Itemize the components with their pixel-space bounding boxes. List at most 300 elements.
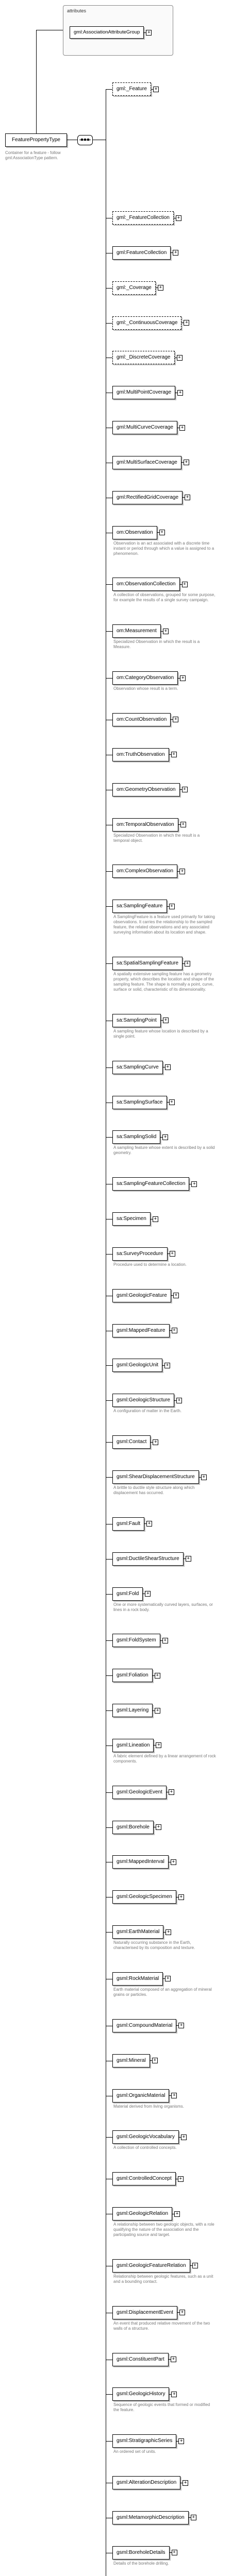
element-row (112, 1786, 229, 1799)
element-box[interactable]: gsml:Fold (112, 1587, 143, 1601)
expand-icon[interactable]: + (179, 869, 185, 874)
list-item (112, 748, 229, 761)
connector (106, 1827, 112, 1828)
list-item (112, 1669, 229, 1682)
element-box[interactable]: gsml:ControlledConcept (112, 2172, 176, 2185)
expand-icon[interactable]: + (180, 675, 186, 681)
list-item (112, 1517, 229, 1531)
element-row (112, 1552, 229, 1566)
element-row (112, 1061, 229, 1074)
list-item (112, 1177, 229, 1191)
element-box[interactable]: sa:SpatialSamplingFeature (112, 957, 183, 970)
element-row (112, 2207, 229, 2221)
element-row (112, 2089, 229, 2103)
list-item (112, 1212, 229, 1226)
expand-icon[interactable]: + (181, 2134, 187, 2140)
connector (106, 323, 112, 324)
connector (106, 678, 112, 679)
list-item (112, 2019, 229, 2032)
list-item (112, 624, 229, 650)
expand-icon[interactable]: + (184, 460, 189, 465)
element-box[interactable]: gml:_DiscreteCoverage (112, 351, 175, 364)
element-row (112, 1470, 229, 1484)
expand-icon[interactable]: + (184, 320, 189, 326)
list-item (112, 2476, 229, 2489)
element-row (112, 1972, 229, 1986)
expand-icon[interactable]: + (169, 1789, 174, 1795)
element-box[interactable]: gsml:StratigraphicSeries (112, 2434, 176, 2448)
element-row (112, 386, 229, 399)
expand-icon[interactable]: + (146, 1521, 152, 1527)
connector (106, 1710, 112, 1711)
list-item (112, 281, 229, 295)
element-row (112, 1289, 229, 1302)
expand-icon[interactable]: + (178, 2176, 184, 2182)
element-box[interactable]: gsml:Fault (112, 1517, 144, 1531)
expand-icon[interactable]: + (152, 2058, 158, 2063)
connector (106, 1067, 112, 1068)
connector (106, 1640, 112, 1641)
expand-icon[interactable]: + (171, 2392, 177, 2397)
connector (106, 2137, 112, 2138)
list-item (112, 2259, 229, 2284)
element-row (112, 865, 229, 878)
expand-icon[interactable]: + (173, 1293, 179, 1298)
list-item (112, 1014, 229, 1039)
element-row (112, 2306, 229, 2319)
element-row (112, 1821, 229, 1834)
element-row (112, 957, 229, 970)
element-row (112, 1212, 229, 1226)
expand-icon[interactable]: + (145, 1591, 151, 1597)
element-box[interactable]: gsml:EarthMaterial (112, 1925, 163, 1939)
list-item (112, 713, 229, 726)
element-row (112, 713, 229, 726)
element-box[interactable]: om:TemporalObservation (112, 818, 178, 832)
connector (106, 1594, 112, 1595)
expand-icon[interactable]: + (156, 1742, 161, 1748)
expand-icon[interactable]: + (186, 1556, 191, 1562)
element-description: A brittle to ductile style structure along which displacement has occurred. (113, 1485, 195, 1495)
expand-icon[interactable]: + (178, 2023, 184, 2028)
list-item (112, 1786, 229, 1799)
connector (36, 30, 37, 133)
element-description: Details of the borehole drilling. (113, 2561, 169, 2566)
list-item (112, 1821, 229, 1834)
list-item (112, 1247, 229, 1267)
connector (106, 1254, 112, 1255)
element-row (112, 2019, 229, 2032)
element-box[interactable]: om:GeometryObservation (112, 783, 180, 796)
element-box[interactable]: om:CategoryObservation (112, 671, 178, 685)
element-box[interactable]: gsml:AlterationDescription (112, 2476, 180, 2489)
element-description: Relationship between geologic features, such as a unit and a bounding contact. (113, 2274, 213, 2284)
element-box[interactable]: gsml:DisplacementEvent (112, 2306, 177, 2319)
element-description: One or more systematically curved layers, surfaces, or lines in a rock body. (113, 1602, 213, 1612)
list-item (112, 2054, 229, 2067)
element-row (112, 1890, 229, 1904)
connector (106, 584, 112, 585)
list-item (112, 783, 229, 796)
element-box[interactable]: om:Measurement (112, 624, 161, 638)
element-row (112, 1096, 229, 1109)
expand-icon[interactable]: + (191, 2515, 196, 2520)
element-row (112, 421, 229, 434)
element-row (112, 1704, 229, 1717)
element-box[interactable]: gsml:Foliation (112, 1669, 153, 1682)
element-box[interactable]: gml:_ContinuousCoverage (112, 316, 181, 330)
element-box[interactable]: sa:SamplingPoint (112, 1014, 161, 1027)
element-description: A fabric element defined by a linear arrangement of rock components. (113, 1753, 216, 1764)
element-box[interactable]: gml:FeatureCollection (112, 246, 171, 260)
expand-icon[interactable]: + (153, 1439, 158, 1445)
expand-icon[interactable]: + (146, 30, 152, 36)
expand-icon[interactable]: + (171, 2357, 176, 2362)
element-box[interactable]: gsml:MappedInterval (112, 1855, 169, 1869)
element-description: A sampling feature whose location is described by a single point. (113, 1028, 208, 1039)
list-item (112, 2546, 229, 2566)
element-description: A collection of controlled concepts. (113, 2145, 177, 2150)
list-item (112, 865, 229, 878)
connector (106, 1137, 112, 1138)
element-description: A sampling feature whose extent is described by a solid geometry. (113, 1145, 215, 1156)
list-item (112, 2172, 229, 2185)
element-box[interactable]: om:TruthObservation (112, 748, 169, 761)
expand-icon[interactable]: + (170, 1251, 175, 1257)
connector (106, 871, 112, 872)
element-row (112, 2434, 229, 2448)
element-row (112, 1247, 229, 1261)
element-description: Sequence of geologic events that formed or modified the feature. (113, 2402, 210, 2413)
element-description: A SamplingFeature is a feature used primarily for taking observations. It carries the relationship to the sampled feature, the related observations and any associated surveying information about its location and shape. (113, 914, 215, 935)
element-row (112, 281, 229, 295)
expand-icon[interactable]: + (159, 530, 165, 535)
element-box[interactable]: gsml:FoldSystem (112, 1634, 160, 1647)
element-row (112, 2353, 229, 2366)
element-box[interactable]: gsml:ShearDisplacementStructure (112, 1470, 199, 1484)
connector (106, 288, 112, 289)
attributes-label: attributes (67, 8, 87, 13)
element-box[interactable]: gml:_Coverage (112, 281, 156, 295)
expand-icon[interactable]: + (162, 1638, 168, 1643)
element-description: Specialized Observation in which the result is a temporal object. (113, 833, 200, 843)
expand-icon[interactable]: + (171, 1859, 176, 1865)
expand-icon[interactable]: + (179, 425, 185, 431)
expand-icon[interactable]: + (182, 787, 188, 792)
element-row (112, 2172, 229, 2185)
element-box[interactable]: gsml:GeologicEvent (112, 1786, 167, 1799)
element-row (112, 526, 229, 539)
element-row (112, 1359, 229, 1372)
element-row (112, 2054, 229, 2067)
connector (106, 631, 112, 632)
element-row (112, 1014, 229, 1027)
element-box[interactable]: gsml:GeologicUnit (112, 1359, 162, 1372)
element-box[interactable]: gsml:Contact (112, 1435, 151, 1449)
element-description: A relationship between two geologic objects, with a role qualifying the nature of the association and the participating source and target. (113, 2222, 214, 2238)
expand-icon[interactable]: + (155, 1708, 160, 1714)
list-item (112, 246, 229, 260)
element-box[interactable]: gsml:GeologicVocabulary (112, 2130, 179, 2144)
element-box[interactable]: sa:SamplingSolid (112, 1130, 160, 1144)
element-row (112, 1634, 229, 1647)
element-row (112, 783, 229, 796)
list-item (112, 1890, 229, 1904)
element-description: Observation is an act associated with a discrete time instant or period through which a value is assigned to a phenomenon. (113, 540, 214, 556)
expand-icon[interactable]: + (155, 1673, 160, 1679)
connector (106, 1932, 112, 1933)
element-box[interactable]: gsml:RockMaterial (112, 1972, 163, 1986)
element-row (112, 491, 229, 504)
element-box[interactable]: gsml:GeologicFeatureRelation (112, 2259, 190, 2273)
element-box[interactable]: gsml:BoreholeDetails (112, 2546, 170, 2560)
element-row (112, 211, 229, 225)
element-row (112, 2476, 229, 2489)
element-box[interactable]: gml:RectifiedGridCoverage (112, 491, 183, 504)
element-description: Observation whose result is a term. (113, 686, 178, 691)
list-item (112, 1855, 229, 1869)
element-description: A configuration of matter in the Earth. (113, 1409, 182, 1414)
list-item (112, 2353, 229, 2366)
list-item (112, 957, 229, 992)
element-row (112, 1855, 229, 1869)
element-box[interactable]: gml:MultiCurveCoverage (112, 421, 177, 434)
element-box[interactable]: gsml:GeologicHistory (112, 2387, 169, 2401)
element-box[interactable]: om:ObservationCollection (112, 578, 180, 591)
complex-type-box[interactable]: FeaturePropertyType (5, 133, 67, 147)
expand-icon[interactable]: + (176, 1398, 182, 1403)
element-box[interactable]: gsml:ConstituentPart (112, 2353, 169, 2366)
element-box[interactable]: gml:_FeatureCollection (112, 211, 174, 225)
list-item (112, 1739, 229, 1764)
element-box[interactable]: sa:Specimen (112, 1212, 151, 1226)
element-description: A spatially extensive sampling feature has a geometry property, which describes the location and shape of the sampling feature. The shape is normally a point, curve, surface or solid, characteristic of its dimensionality. (113, 972, 214, 992)
expand-icon[interactable]: + (180, 822, 186, 827)
connector (106, 1559, 112, 1560)
element-row (112, 578, 229, 591)
expand-icon[interactable]: + (178, 1894, 184, 1900)
list-item (112, 578, 229, 603)
expand-icon[interactable]: + (185, 961, 190, 967)
connector (106, 906, 112, 907)
element-box[interactable]: gsml:CompoundMaterial (112, 2019, 176, 2032)
expand-icon[interactable]: + (158, 285, 163, 291)
list-item (112, 526, 229, 556)
element-row (112, 2511, 229, 2524)
expand-icon[interactable]: + (162, 1134, 168, 1140)
attribute-group-row (70, 26, 152, 39)
element-row (112, 2259, 229, 2273)
element-box[interactable]: gsml:GeologicSpecimen (112, 1890, 176, 1904)
list-item (112, 2511, 229, 2524)
expand-icon[interactable]: + (179, 2310, 185, 2315)
element-box[interactable]: sa:SamplingFeature (112, 900, 167, 913)
expand-icon[interactable]: + (169, 1099, 175, 1105)
connector (106, 1792, 112, 1793)
element-box[interactable]: sa:SamplingCurve (112, 1061, 163, 1074)
element-box[interactable]: gsml:DuctileShearStructure (112, 1552, 184, 1566)
expand-icon[interactable]: + (163, 629, 169, 634)
expand-icon[interactable]: + (169, 904, 175, 909)
element-row (112, 900, 229, 913)
element-row (112, 1435, 229, 1449)
element-box[interactable]: sa:SamplingSurface (112, 1096, 167, 1109)
expand-icon[interactable]: + (173, 250, 178, 256)
list-item (112, 2130, 229, 2150)
list-item (112, 421, 229, 434)
element-description: Naturally occurring substance in the Earth, characterised by its composition and texture. (113, 1940, 195, 1951)
list-item (112, 1061, 229, 1074)
list-item (112, 1289, 229, 1302)
element-description: A collection of observations, grouped for some purpose, for example the results of a single survey campaign. (113, 592, 216, 603)
expand-icon[interactable]: + (173, 717, 178, 722)
element-row (112, 1925, 229, 1939)
sequence-compositor-icon[interactable] (77, 135, 93, 145)
element-box[interactable]: gml:MultiPointCoverage (112, 386, 175, 399)
element-box[interactable]: om:CountObservation (112, 713, 171, 726)
connector (106, 1400, 112, 1401)
element-box[interactable]: gsml:Layering (112, 1704, 153, 1717)
element-row (112, 351, 229, 364)
element-box[interactable]: om:Observation (112, 526, 157, 539)
connector (106, 1442, 112, 1443)
list-item (112, 2089, 229, 2109)
connector (106, 1745, 112, 1746)
list-item (112, 1704, 229, 1717)
list-item (112, 1972, 229, 1997)
element-box[interactable]: gsml:Lineation (112, 1739, 154, 1752)
expand-icon[interactable]: + (192, 2263, 198, 2268)
list-item (112, 2207, 229, 2238)
expand-icon[interactable]: + (178, 2438, 184, 2444)
element-description: An ordered set of units. (113, 2449, 156, 2454)
list-item (112, 1394, 229, 1414)
complex-type-description: Container for a feature - follow gml:AssociationType pattern. (5, 150, 61, 160)
expand-icon[interactable]: + (177, 390, 183, 396)
expand-icon[interactable]: + (201, 1475, 207, 1480)
list-item (112, 351, 229, 364)
expand-icon[interactable]: + (165, 1929, 171, 1935)
expand-icon[interactable]: + (153, 1216, 158, 1222)
element-row (112, 2130, 229, 2144)
element-row (112, 624, 229, 638)
element-list (112, 211, 229, 2576)
expand-icon[interactable]: + (163, 1018, 169, 1023)
head-element-box[interactable]: gml:_Feature (112, 82, 151, 96)
list-item (112, 1587, 229, 1613)
expand-icon[interactable]: + (165, 1064, 171, 1070)
element-row (112, 1587, 229, 1601)
connector (106, 1675, 112, 1676)
element-row (112, 1130, 229, 1144)
element-row (112, 1517, 229, 1531)
element-box[interactable]: gsml:GeologicFeature (112, 1289, 171, 1302)
list-item (112, 1435, 229, 1449)
expand-icon[interactable]: + (153, 87, 159, 92)
element-row (112, 1669, 229, 1682)
connector (106, 1477, 112, 1478)
expand-icon[interactable]: + (176, 215, 181, 221)
connector (106, 89, 112, 90)
element-box[interactable]: gml:MultiSurfaceCoverage (112, 456, 181, 469)
element-box[interactable]: gsml:Borehole (112, 1821, 154, 1834)
expand-icon[interactable]: + (172, 2550, 177, 2555)
element-box[interactable]: gsml:MappedFeature (112, 1324, 170, 1337)
element-row (112, 1739, 229, 1752)
element-description: Procedure used to determine a location. (113, 1262, 187, 1267)
element-row (112, 818, 229, 832)
list-item (112, 1130, 229, 1156)
list-item (112, 1634, 229, 1647)
connector (106, 2441, 112, 2442)
element-row (112, 748, 229, 761)
expand-icon[interactable]: + (156, 1824, 161, 1830)
connector (106, 1365, 112, 1366)
attributes-box (63, 5, 173, 56)
expand-icon[interactable]: + (182, 582, 188, 587)
element-box[interactable]: gsml:GeologicStructure (112, 1394, 174, 1407)
element-row (112, 246, 229, 260)
element-row (112, 1324, 229, 1337)
element-box[interactable]: om:ComplexObservation (112, 865, 177, 878)
element-box[interactable]: gsml:Mineral (112, 2054, 150, 2067)
list-item (112, 2306, 229, 2331)
list-item (112, 2434, 229, 2454)
list-item (112, 1096, 229, 1109)
list-item (112, 671, 229, 691)
element-box[interactable]: gsml:MetamorphicDescription (112, 2511, 189, 2524)
expand-icon[interactable]: + (191, 1181, 197, 1187)
connector (106, 963, 112, 964)
list-item (112, 211, 229, 225)
expand-icon[interactable]: + (174, 2211, 180, 2217)
element-row (112, 1394, 229, 1407)
connector (106, 2394, 112, 2395)
head-element-row (112, 82, 159, 96)
list-item (112, 456, 229, 469)
element-row (112, 671, 229, 685)
expand-icon[interactable]: + (183, 2480, 188, 2486)
expand-icon[interactable]: + (171, 752, 177, 757)
expand-icon[interactable]: + (185, 495, 190, 500)
list-item (112, 1552, 229, 1566)
element-row (112, 2546, 229, 2560)
expand-icon[interactable]: + (177, 355, 183, 361)
element-row (112, 1177, 229, 1191)
element-row (112, 2387, 229, 2401)
element-box[interactable]: sa:SamplingFeatureCollection (112, 1177, 189, 1191)
list-item (112, 900, 229, 935)
element-description: Specialized Observation in which the result is a Measure. (113, 639, 200, 650)
list-item (112, 316, 229, 330)
list-item (112, 1470, 229, 1496)
list-item (112, 491, 229, 504)
expand-icon[interactable]: + (164, 1363, 170, 1368)
list-item (112, 1925, 229, 1951)
expand-icon[interactable]: + (165, 1976, 171, 1981)
element-box[interactable]: gsml:GeologicRelation (112, 2207, 172, 2221)
expand-icon[interactable]: + (172, 1328, 177, 1333)
expand-icon[interactable]: + (171, 2093, 177, 2098)
element-box[interactable]: sa:SurveyProcedure (112, 1247, 168, 1261)
list-item (112, 2387, 229, 2413)
element-row (112, 456, 229, 469)
element-description: Earth material composed of an aggregation of mineral grains or particles. (113, 1987, 212, 1997)
list-item (112, 1359, 229, 1372)
attribute-group-box[interactable]: gml:AssociationAttributeGroup (70, 26, 144, 39)
list-item (112, 818, 229, 843)
element-box[interactable]: gsml:OrganicMaterial (112, 2089, 169, 2103)
